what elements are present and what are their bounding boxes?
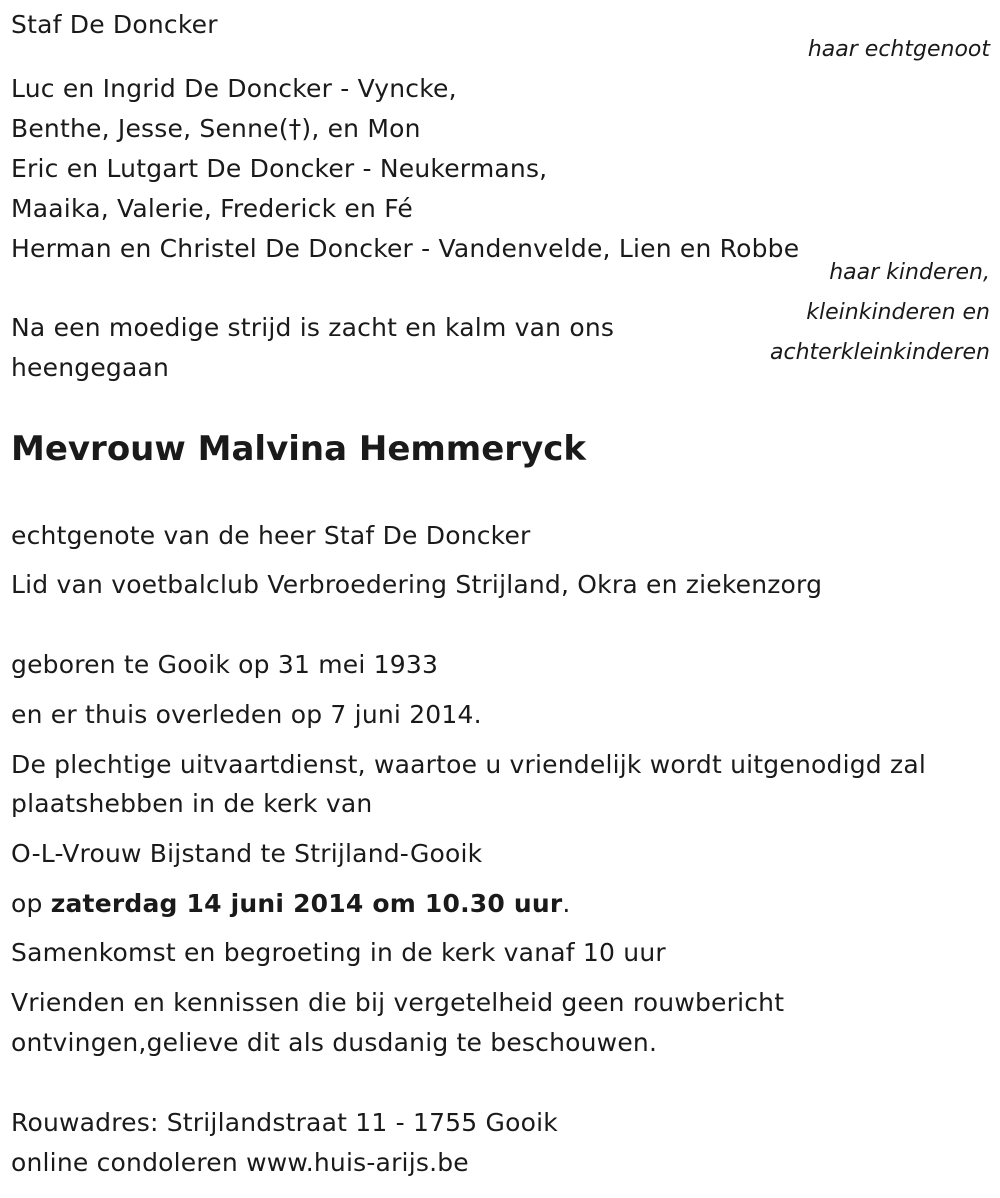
family-line-2-end: ), en Mon — [301, 114, 421, 143]
service-date — [11, 884, 571, 924]
service-line-1: De plechtige uitvaartdienst, waartoe u vriendelijk wordt uitgenodigd zal — [11, 750, 926, 779]
born: geboren te Gooik op 31 mei 1933 — [11, 650, 439, 679]
family-line-2 — [11, 109, 421, 149]
date-suffix: . — [562, 889, 571, 918]
family-role-3: achterkleinkinderen — [770, 340, 990, 365]
family-line-5: Herman en Christel De Doncker - Vandenvelde, Lien en Robbe — [11, 234, 800, 263]
cross-icon: † — [288, 114, 302, 143]
service-line-2: plaatshebben in de kerk van — [11, 789, 373, 818]
gathering: Samenkomst en begroeting in de kerk vanaf 10 uur — [11, 938, 666, 967]
online-condolences: online condoleren www.huis-arijs.be — [11, 1148, 469, 1177]
address: Rouwadres: Strijlandstraat 11 - 1755 Gooik — [11, 1108, 558, 1137]
announcement-line-1: Na een moedige strijd is zacht en kalm van ons — [11, 313, 615, 342]
spouse-role: haar echtgenoot — [807, 37, 990, 62]
family-line-4: Maaika, Valerie, Frederick en Fé — [11, 194, 413, 223]
spouse-of: echtgenote van de heer Staf De Doncker — [11, 521, 531, 550]
friends-line-1: Vrienden en kennissen die bij vergetelheid geen rouwbericht — [11, 988, 785, 1017]
family-role-1: haar kinderen, — [829, 260, 990, 285]
announcement-line-2: heengegaan — [11, 353, 170, 382]
deceased-name: Mevrouw Malvina Hemmeryck — [11, 429, 586, 469]
date-prefix: op — [11, 889, 51, 918]
family-line-1: Luc en Ingrid De Doncker - Vyncke, — [11, 74, 457, 103]
family-line-3: Eric en Lutgart De Doncker - Neukermans, — [11, 154, 548, 183]
family-role-2: kleinkinderen en — [806, 300, 990, 325]
church: O-L-Vrouw Bijstand te Strijland-Gooik — [11, 839, 483, 868]
friends-line-2: ontvingen,gelieve dit als dusdanig te beschouwen. — [11, 1028, 658, 1057]
family-line-2-start: Benthe, Jesse, Senne( — [11, 114, 289, 143]
spouse-name: Staf De Doncker — [11, 10, 218, 39]
member-of: Lid van voetbalclub Verbroedering Strijland, Okra en ziekenzorg — [11, 570, 823, 599]
died: en er thuis overleden op 7 juni 2014. — [11, 700, 482, 729]
date-bold: zaterdag 14 juni 2014 om 10.30 uur — [50, 889, 563, 918]
